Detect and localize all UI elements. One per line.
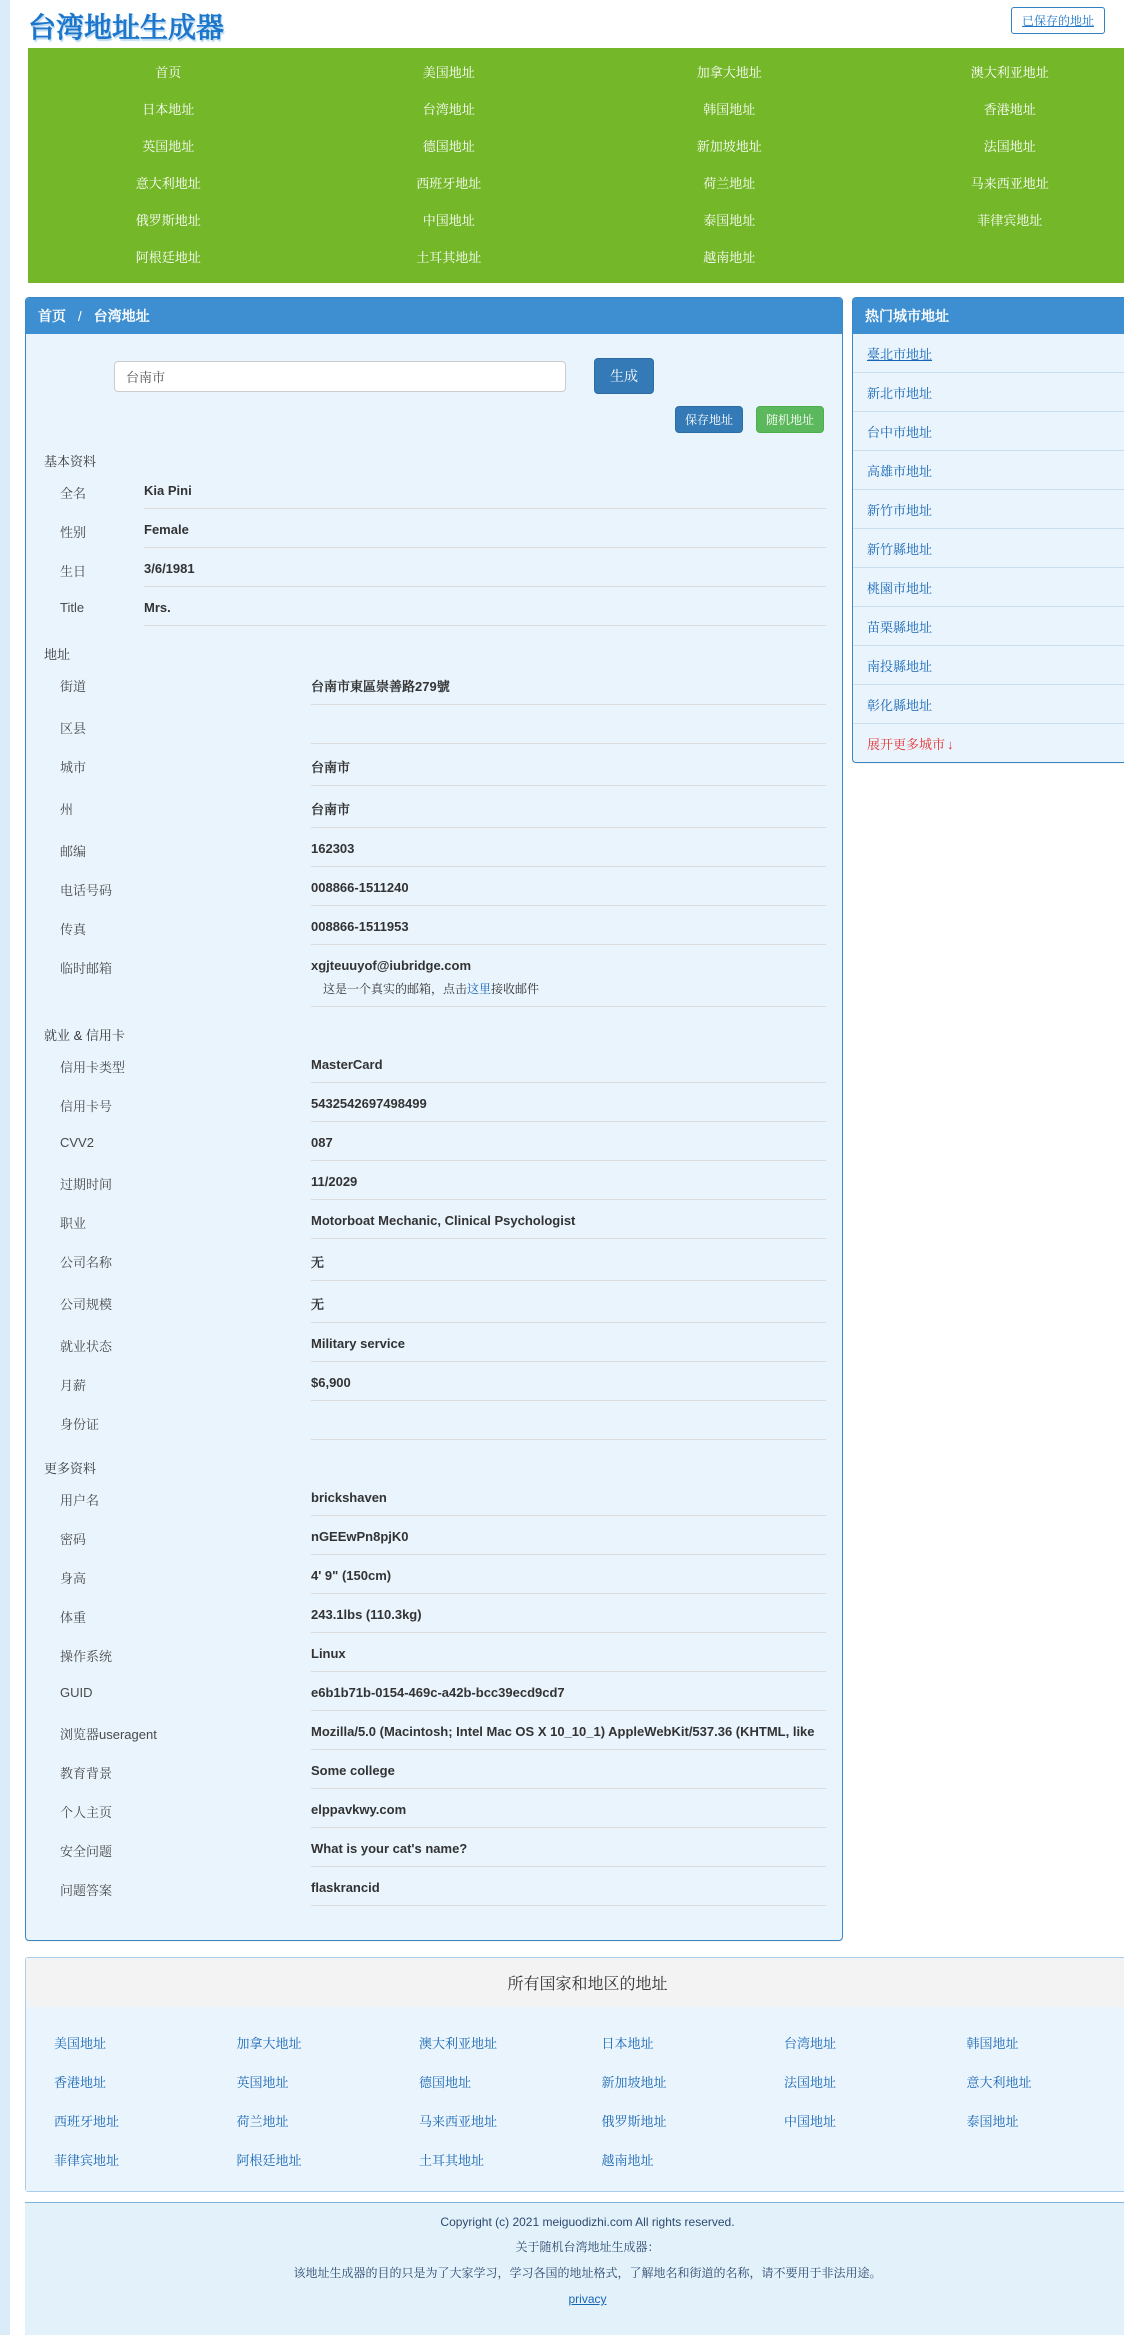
country-link[interactable]: 荷兰地址	[237, 2101, 420, 2140]
save-address-button[interactable]: 保存地址	[675, 406, 743, 433]
field-label: 信用卡号	[60, 1092, 311, 1115]
field-row	[60, 557, 826, 587]
field-value: Kia Pini	[144, 483, 826, 498]
field-value: 无	[311, 1252, 826, 1271]
field-value: 3/6/1981	[144, 561, 826, 576]
field-label: 电话号码	[60, 876, 311, 899]
nav-link[interactable]: 台湾地址	[309, 90, 590, 127]
field-row	[60, 753, 826, 786]
city-item	[853, 490, 1124, 529]
field-row	[60, 672, 826, 705]
page	[10, 0, 1124, 2335]
field-label: 州	[60, 795, 311, 818]
city-link[interactable]: 高雄市地址	[867, 464, 932, 479]
nav-link[interactable]: 首页	[28, 53, 309, 90]
field-value-area	[311, 1759, 826, 1789]
random-address-button[interactable]: 随机地址	[756, 406, 824, 433]
field-value: 5432542697498499	[311, 1096, 826, 1111]
all-countries-section	[25, 1957, 1124, 2192]
field-label: 操作系统	[60, 1642, 311, 1665]
country-link[interactable]: 澳大利亚地址	[419, 2023, 602, 2062]
field-row	[60, 714, 826, 744]
field-label: 就业状态	[60, 1332, 311, 1355]
field-row	[60, 1290, 826, 1323]
country-link[interactable]: 加拿大地址	[237, 2023, 420, 2062]
field-label: 生日	[60, 557, 144, 580]
country-link[interactable]: 菲律宾地址	[54, 2140, 237, 2179]
main-nav	[28, 48, 1124, 283]
city-item	[853, 685, 1124, 724]
field-value-area	[144, 518, 826, 548]
hot-cities-panel	[852, 297, 1124, 763]
page-title: 台湾地址生成器	[28, 6, 1124, 46]
field-row	[60, 1876, 826, 1906]
city-item	[853, 373, 1124, 412]
copyright-text: Copyright (c) 2021 meiguodizhi.com All rights reserved.	[25, 2215, 1124, 2229]
field-label: 密码	[60, 1525, 311, 1548]
field-value-area	[311, 1131, 826, 1161]
field-label: 个人主页	[60, 1798, 311, 1821]
nav-link[interactable]: 美国地址	[309, 53, 590, 90]
country-link[interactable]: 意大利地址	[967, 2062, 1124, 2101]
about-title: 关于随机台湾地址生成器：	[25, 2238, 1124, 2255]
field-value-area	[311, 1525, 826, 1555]
field-value: $6,900	[311, 1375, 826, 1390]
field-value-area	[311, 1681, 826, 1711]
field-value-area	[311, 1209, 826, 1239]
field-value-area	[311, 876, 826, 906]
field-label: 安全问题	[60, 1837, 311, 1860]
nav-link[interactable]: 菲律宾地址	[870, 201, 1124, 238]
breadcrumb-home-link[interactable]: 首页	[38, 308, 66, 324]
country-link[interactable]: 德国地址	[419, 2062, 602, 2101]
city-item	[853, 607, 1124, 646]
field-label: 城市	[60, 753, 311, 776]
nav-link[interactable]: 阿根廷地址	[28, 238, 309, 275]
field-label: 公司名称	[60, 1248, 311, 1271]
field-row	[60, 837, 826, 867]
field-value: MasterCard	[311, 1057, 826, 1072]
generate-button[interactable]: 生成	[594, 358, 654, 394]
field-value: What is your cat's name?	[311, 1841, 826, 1856]
section-title: 基本资料	[44, 451, 826, 470]
all-countries-links	[26, 2007, 1124, 2191]
nav-link[interactable]: 西班牙地址	[309, 164, 590, 201]
section-title: 就业 & 信用卡	[44, 1025, 826, 1044]
country-link[interactable]: 新加坡地址	[602, 2062, 785, 2101]
field-value-area	[311, 795, 826, 828]
field-label: 街道	[60, 672, 311, 695]
city-link[interactable]: 新竹市地址	[867, 503, 932, 518]
expand-more-cities	[853, 724, 1124, 762]
field-value: Some college	[311, 1763, 826, 1778]
field-value-area	[311, 1410, 826, 1440]
field-value-area	[311, 1603, 826, 1633]
field-value-area	[311, 954, 826, 1007]
field-value-area	[311, 1837, 826, 1867]
field-value-area	[311, 1720, 826, 1750]
country-link[interactable]: 西班牙地址	[54, 2101, 237, 2140]
field-label: Title	[60, 596, 144, 615]
field-row	[60, 795, 826, 828]
country-link[interactable]: 香港地址	[54, 2062, 237, 2101]
field-row	[60, 479, 826, 509]
field-value-area	[311, 672, 826, 705]
section-employment-credit	[42, 1025, 826, 1440]
city-link[interactable]: 彰化縣地址	[867, 698, 932, 713]
field-label: 身份证	[60, 1410, 311, 1433]
field-value: Female	[144, 522, 826, 537]
nav-link[interactable]: 韩国地址	[589, 90, 870, 127]
field-row	[60, 1681, 826, 1711]
field-label: 职业	[60, 1209, 311, 1232]
field-value: Military service	[311, 1336, 826, 1351]
country-link[interactable]: 台湾地址	[784, 2023, 967, 2062]
country-link[interactable]: 土耳其地址	[419, 2140, 602, 2179]
field-label: 月薪	[60, 1371, 311, 1394]
country-link[interactable]: 美国地址	[54, 2023, 237, 2062]
nav-link[interactable]: 土耳其地址	[309, 238, 590, 275]
city-item	[853, 646, 1124, 685]
field-value-area	[311, 1798, 826, 1828]
city-link[interactable]: 新竹縣地址	[867, 542, 932, 557]
field-row	[60, 1170, 826, 1200]
field-row	[60, 596, 826, 626]
city-link[interactable]: 南投縣地址	[867, 659, 932, 674]
site-header	[10, 0, 1124, 48]
field-value-area	[311, 1053, 826, 1083]
nav-link[interactable]: 意大利地址	[28, 164, 309, 201]
action-buttons	[42, 406, 824, 433]
country-link[interactable]: 越南地址	[602, 2140, 785, 2179]
nav-link[interactable]: 德国地址	[309, 127, 590, 164]
generator-form	[114, 358, 826, 394]
field-value: Mrs.	[144, 600, 826, 615]
privacy-link[interactable]: privacy	[568, 2292, 606, 2306]
field-value: Motorboat Mechanic, Clinical Psychologist	[311, 1213, 826, 1228]
field-value: 11/2029	[311, 1174, 826, 1189]
city-item	[853, 568, 1124, 607]
city-item	[853, 451, 1124, 490]
field-value: 台南市	[311, 799, 826, 818]
field-value-area	[311, 1876, 826, 1906]
field-row	[60, 915, 826, 945]
field-row	[60, 1092, 826, 1122]
field-value-area	[311, 1332, 826, 1362]
nav-link[interactable]: 新加坡地址	[589, 127, 870, 164]
field-row	[60, 954, 826, 1007]
field-value-area	[144, 596, 826, 626]
field-row	[60, 1525, 826, 1555]
field-row	[60, 1486, 826, 1516]
country-link[interactable]: 英国地址	[237, 2062, 420, 2101]
field-value: brickshaven	[311, 1490, 826, 1505]
breadcrumb	[26, 298, 842, 334]
nav-link[interactable]: 加拿大地址	[589, 53, 870, 90]
address-panel-body	[26, 334, 842, 1940]
breadcrumb-separator: /	[78, 308, 82, 324]
city-input[interactable]	[114, 361, 566, 392]
field-label: GUID	[60, 1681, 311, 1700]
field-row	[60, 1332, 826, 1362]
saved-addresses-button[interactable]: 已保存的地址	[1011, 7, 1105, 34]
receive-mail-link[interactable]: 这里	[467, 982, 491, 996]
field-row	[60, 876, 826, 906]
field-label: 信用卡类型	[60, 1053, 311, 1076]
field-label: 公司规模	[60, 1290, 311, 1313]
field-value-area	[144, 557, 826, 587]
hot-cities-list	[853, 334, 1124, 724]
field-value: 台南市	[311, 757, 826, 776]
field-value-area	[311, 714, 826, 744]
field-value-area	[311, 915, 826, 945]
breadcrumb-current: 台湾地址	[94, 308, 150, 324]
field-value-area	[144, 479, 826, 509]
field-value: Mozilla/5.0 (Macintosh; Intel Mac OS X 10_10_1) AppleWebKit/537.36 (KHTML, like	[311, 1724, 826, 1739]
field-row	[60, 1564, 826, 1594]
nav-link[interactable]: 荷兰地址	[589, 164, 870, 201]
all-countries-title: 所有国家和地区的地址	[26, 1958, 1124, 2007]
site-footer	[25, 2202, 1124, 2335]
nav-link[interactable]: 俄罗斯地址	[28, 201, 309, 238]
field-row	[60, 1759, 826, 1789]
city-item	[853, 334, 1124, 373]
email-note: 这是一个真实的邮箱，点击这里接收邮件	[311, 980, 826, 997]
down-arrow-icon: ↓	[947, 737, 954, 752]
field-row	[60, 1410, 826, 1440]
field-label: 区县	[60, 714, 311, 737]
city-link[interactable]: 臺北市地址	[867, 347, 932, 362]
field-value-area	[311, 1092, 826, 1122]
field-label: CVV2	[60, 1131, 311, 1150]
section-address	[42, 644, 826, 1007]
field-value-area	[311, 1486, 826, 1516]
nav-link[interactable]: 中国地址	[309, 201, 590, 238]
field-value: elppavkwy.com	[311, 1802, 826, 1817]
field-value: e6b1b71b-0154-469c-a42b-bcc39ecd9cd7	[311, 1685, 826, 1700]
field-label: 邮编	[60, 837, 311, 860]
field-value: 008866-1511240	[311, 880, 826, 895]
country-link[interactable]: 俄罗斯地址	[602, 2101, 785, 2140]
field-value-area	[311, 1371, 826, 1401]
field-row	[60, 1837, 826, 1867]
field-value-area	[311, 1642, 826, 1672]
section-more-info	[42, 1458, 826, 1906]
field-value: 台南市東區崇善路279號	[311, 676, 826, 695]
field-value: 008866-1511953	[311, 919, 826, 934]
field-value-area	[311, 753, 826, 786]
field-value: 4' 9" (150cm)	[311, 1568, 826, 1583]
field-row	[60, 1371, 826, 1401]
field-label: 全名	[60, 479, 144, 502]
nav-link[interactable]: 澳大利亚地址	[870, 53, 1124, 90]
field-value: 无	[311, 1294, 826, 1313]
hot-cities-title: 热门城市地址	[853, 298, 1124, 334]
field-label: 过期时间	[60, 1170, 311, 1193]
field-label: 临时邮箱	[60, 954, 311, 977]
country-link[interactable]: 中国地址	[784, 2101, 967, 2140]
city-link[interactable]: 新北市地址	[867, 386, 932, 401]
field-label: 教育背景	[60, 1759, 311, 1782]
field-value-area	[311, 837, 826, 867]
field-label: 身高	[60, 1564, 311, 1587]
field-value: nGEEwPn8pjK0	[311, 1529, 826, 1544]
field-value-area	[311, 1290, 826, 1323]
field-value: 087	[311, 1135, 826, 1150]
nav-link[interactable]: 越南地址	[589, 238, 870, 275]
country-link[interactable]: 法国地址	[784, 2062, 967, 2101]
section-title: 更多资料	[44, 1458, 826, 1477]
field-value-area	[311, 1564, 826, 1594]
city-link[interactable]: 台中市地址	[867, 425, 932, 440]
nav-link[interactable]: 泰国地址	[589, 201, 870, 238]
field-value: 243.1lbs (110.3kg)	[311, 1607, 826, 1622]
field-row	[60, 1053, 826, 1083]
city-item	[853, 529, 1124, 568]
field-row	[60, 1209, 826, 1239]
field-row	[60, 1131, 826, 1161]
about-text: 该地址生成器的目的只是为了大家学习，学习各国的地址格式，了解地名和街道的名称，请不要用于非法用途。	[25, 2264, 1124, 2281]
nav-link[interactable]: 英国地址	[28, 127, 309, 164]
expand-more-link[interactable]: 展开更多城市 ↓	[867, 737, 954, 752]
nav-link[interactable]: 马来西亚地址	[870, 164, 1124, 201]
content-container	[25, 297, 1124, 2335]
field-row	[60, 1248, 826, 1281]
country-link[interactable]: 韩国地址	[967, 2023, 1124, 2062]
city-item	[853, 412, 1124, 451]
country-link[interactable]: 泰国地址	[967, 2101, 1124, 2140]
field-label: 传真	[60, 915, 311, 938]
field-row	[60, 1642, 826, 1672]
field-value-area	[311, 1170, 826, 1200]
section-basic-info	[42, 451, 826, 626]
field-label: 体重	[60, 1603, 311, 1626]
field-label: 用户名	[60, 1486, 311, 1509]
field-label: 性别	[60, 518, 144, 541]
field-row	[60, 518, 826, 548]
section-title: 地址	[44, 644, 826, 663]
nav-link[interactable]: 香港地址	[870, 90, 1124, 127]
nav-link[interactable]: 日本地址	[28, 90, 309, 127]
field-value: 162303	[311, 841, 826, 856]
field-row	[60, 1798, 826, 1828]
field-row	[60, 1603, 826, 1633]
field-value: Linux	[311, 1646, 826, 1661]
nav-link[interactable]: 法国地址	[870, 127, 1124, 164]
country-link[interactable]: 马来西亚地址	[419, 2101, 602, 2140]
address-panel	[25, 297, 843, 1941]
field-label: 浏览器useragent	[60, 1720, 311, 1743]
country-link[interactable]: 阿根廷地址	[237, 2140, 420, 2179]
city-link[interactable]: 苗栗縣地址	[867, 620, 932, 635]
field-label: 问题答案	[60, 1876, 311, 1899]
field-row	[60, 1720, 826, 1750]
city-link[interactable]: 桃園市地址	[867, 581, 932, 596]
field-value: flaskrancid	[311, 1880, 826, 1895]
field-value: xgjteuuyof@iubridge.com	[311, 958, 826, 973]
country-link[interactable]: 日本地址	[602, 2023, 785, 2062]
field-value-area	[311, 1248, 826, 1281]
